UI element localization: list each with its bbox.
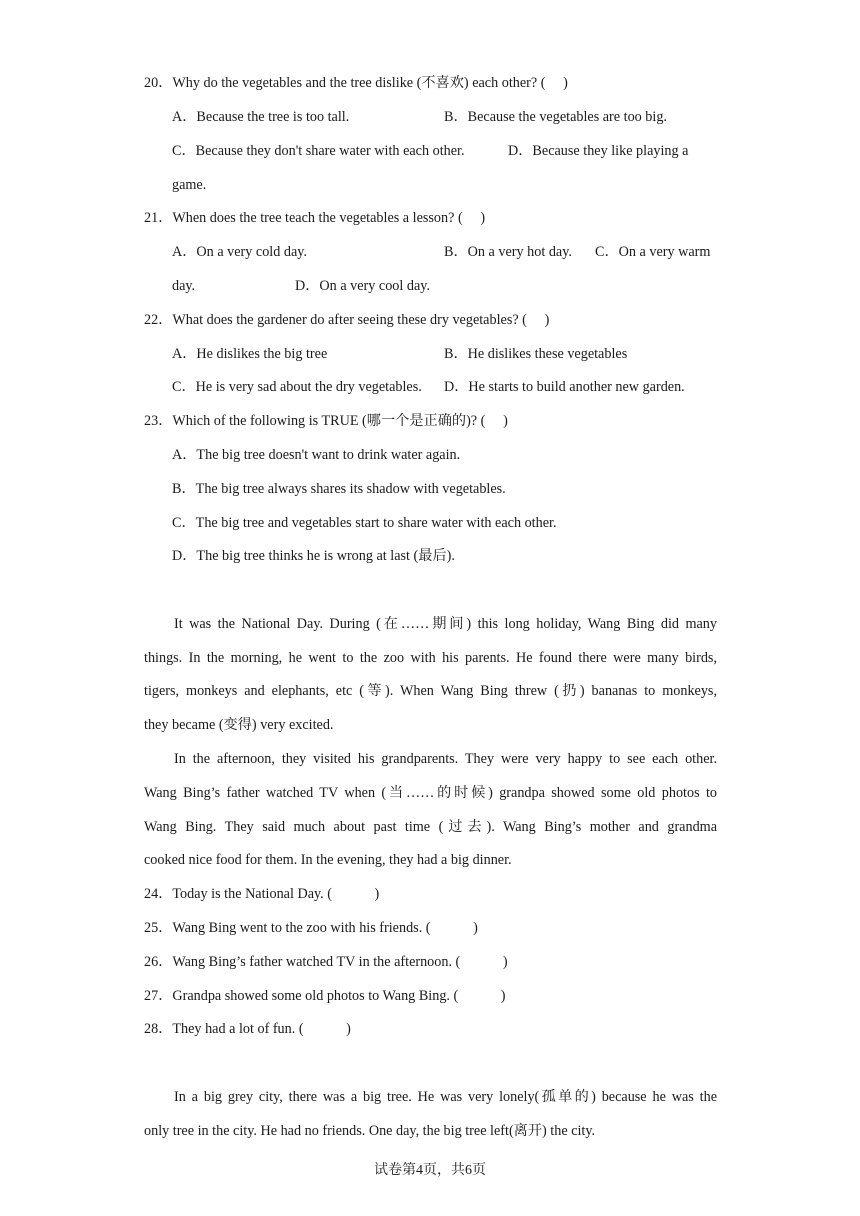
- passage-2-paragraph-1-line-1: It was the National Day. During (在……期间) this long holiday, Wang Bing did many: [174, 616, 717, 632]
- question-21-stem: 21．When does the tree teach the vegetables a lesson? ( ): [144, 210, 486, 226]
- question-21-option-b: B．On a very hot day.: [444, 244, 572, 260]
- question-22-option-a: A．He dislikes the big tree: [172, 346, 328, 362]
- question-20-option-b: B．Because the vegetables are too big.: [444, 109, 667, 125]
- question-21-option-d: D．On a very cool day.: [295, 278, 431, 294]
- passage-3-line-2: only tree in the city. He had no friends. One day, the big tree left(离开) the city.: [144, 1123, 596, 1139]
- page-footer: 试卷第4页，共6页: [374, 1163, 486, 1178]
- question-20-option-d-continued: game.: [172, 177, 207, 193]
- question-23-option-a: A．The big tree doesn't want to drink water again.: [172, 447, 461, 463]
- passage-2-paragraph-1-line-2: things. In the morning, he went to the zoo with his parents. He found there were many birds,: [144, 650, 717, 666]
- question-21-option-c-continued: day.: [172, 278, 196, 294]
- statement-28: 28．They had a lot of fun. ( ): [144, 1021, 351, 1037]
- statement-24: 24．Today is the National Day. ( ): [144, 886, 380, 902]
- question-23-option-b: B．The big tree always shares its shadow with vegetables.: [172, 481, 506, 497]
- passage-2-paragraph-2-line-4: cooked nice food for them. In the evening, they had a big dinner.: [144, 852, 512, 868]
- statement-26: 26．Wang Bing’s father watched TV in the afternoon. ( ): [144, 954, 508, 970]
- question-22-option-b: B．He dislikes these vegetables: [444, 346, 628, 362]
- question-22-option-d: D．He starts to build another new garden.: [444, 379, 685, 395]
- question-23-option-c: C．The big tree and vegetables start to share water with each other.: [172, 515, 557, 531]
- statement-25: 25．Wang Bing went to the zoo with his friends. ( ): [144, 920, 478, 936]
- question-20-option-a: A．Because the tree is too tall.: [172, 109, 350, 125]
- question-22-option-c: C．He is very sad about the dry vegetables.: [172, 379, 422, 395]
- passage-3-line-1: In a big grey city, there was a big tree. He was very lonely(孤单的) because he was the: [174, 1089, 717, 1105]
- question-23-stem: 23．Which of the following is TRUE (哪一个是正确的)? ( ): [144, 413, 508, 429]
- question-20-option-c: C．Because they don't share water with each other.: [172, 143, 465, 159]
- question-21-option-c: C．On a very warm: [595, 244, 711, 260]
- question-20-option-d: D．Because they like playing a: [508, 143, 689, 159]
- passage-2-paragraph-1-line-4: they became (变得) very excited.: [144, 717, 334, 733]
- passage-2-paragraph-2-line-3: Wang Bing. They said much about past time (过去). Wang Bing’s mother and grandma: [144, 819, 717, 835]
- question-22-stem: 22．What does the gardener do after seeing these dry vegetables? ( ): [144, 312, 550, 328]
- passage-2-paragraph-2-line-1: In the afternoon, they visited his grandparents. They were very happy to see each other.: [174, 751, 717, 767]
- passage-2-paragraph-1-line-3: tigers, monkeys and elephants, etc (等). When Wang Bing threw (扔) bananas to monkeys,: [144, 683, 717, 699]
- question-20-stem: 20．Why do the vegetables and the tree dislike (不喜欢) each other? ( ): [144, 75, 568, 91]
- statement-27: 27．Grandpa showed some old photos to Wang Bing. ( ): [144, 988, 506, 1004]
- question-21-option-a: A．On a very cold day.: [172, 244, 308, 260]
- passage-2-paragraph-2-line-2: Wang Bing’s father watched TV when (当……的时候) grandpa showed some old photos to: [144, 785, 717, 801]
- question-23-option-d: D．The big tree thinks he is wrong at last (最后).: [172, 548, 455, 564]
